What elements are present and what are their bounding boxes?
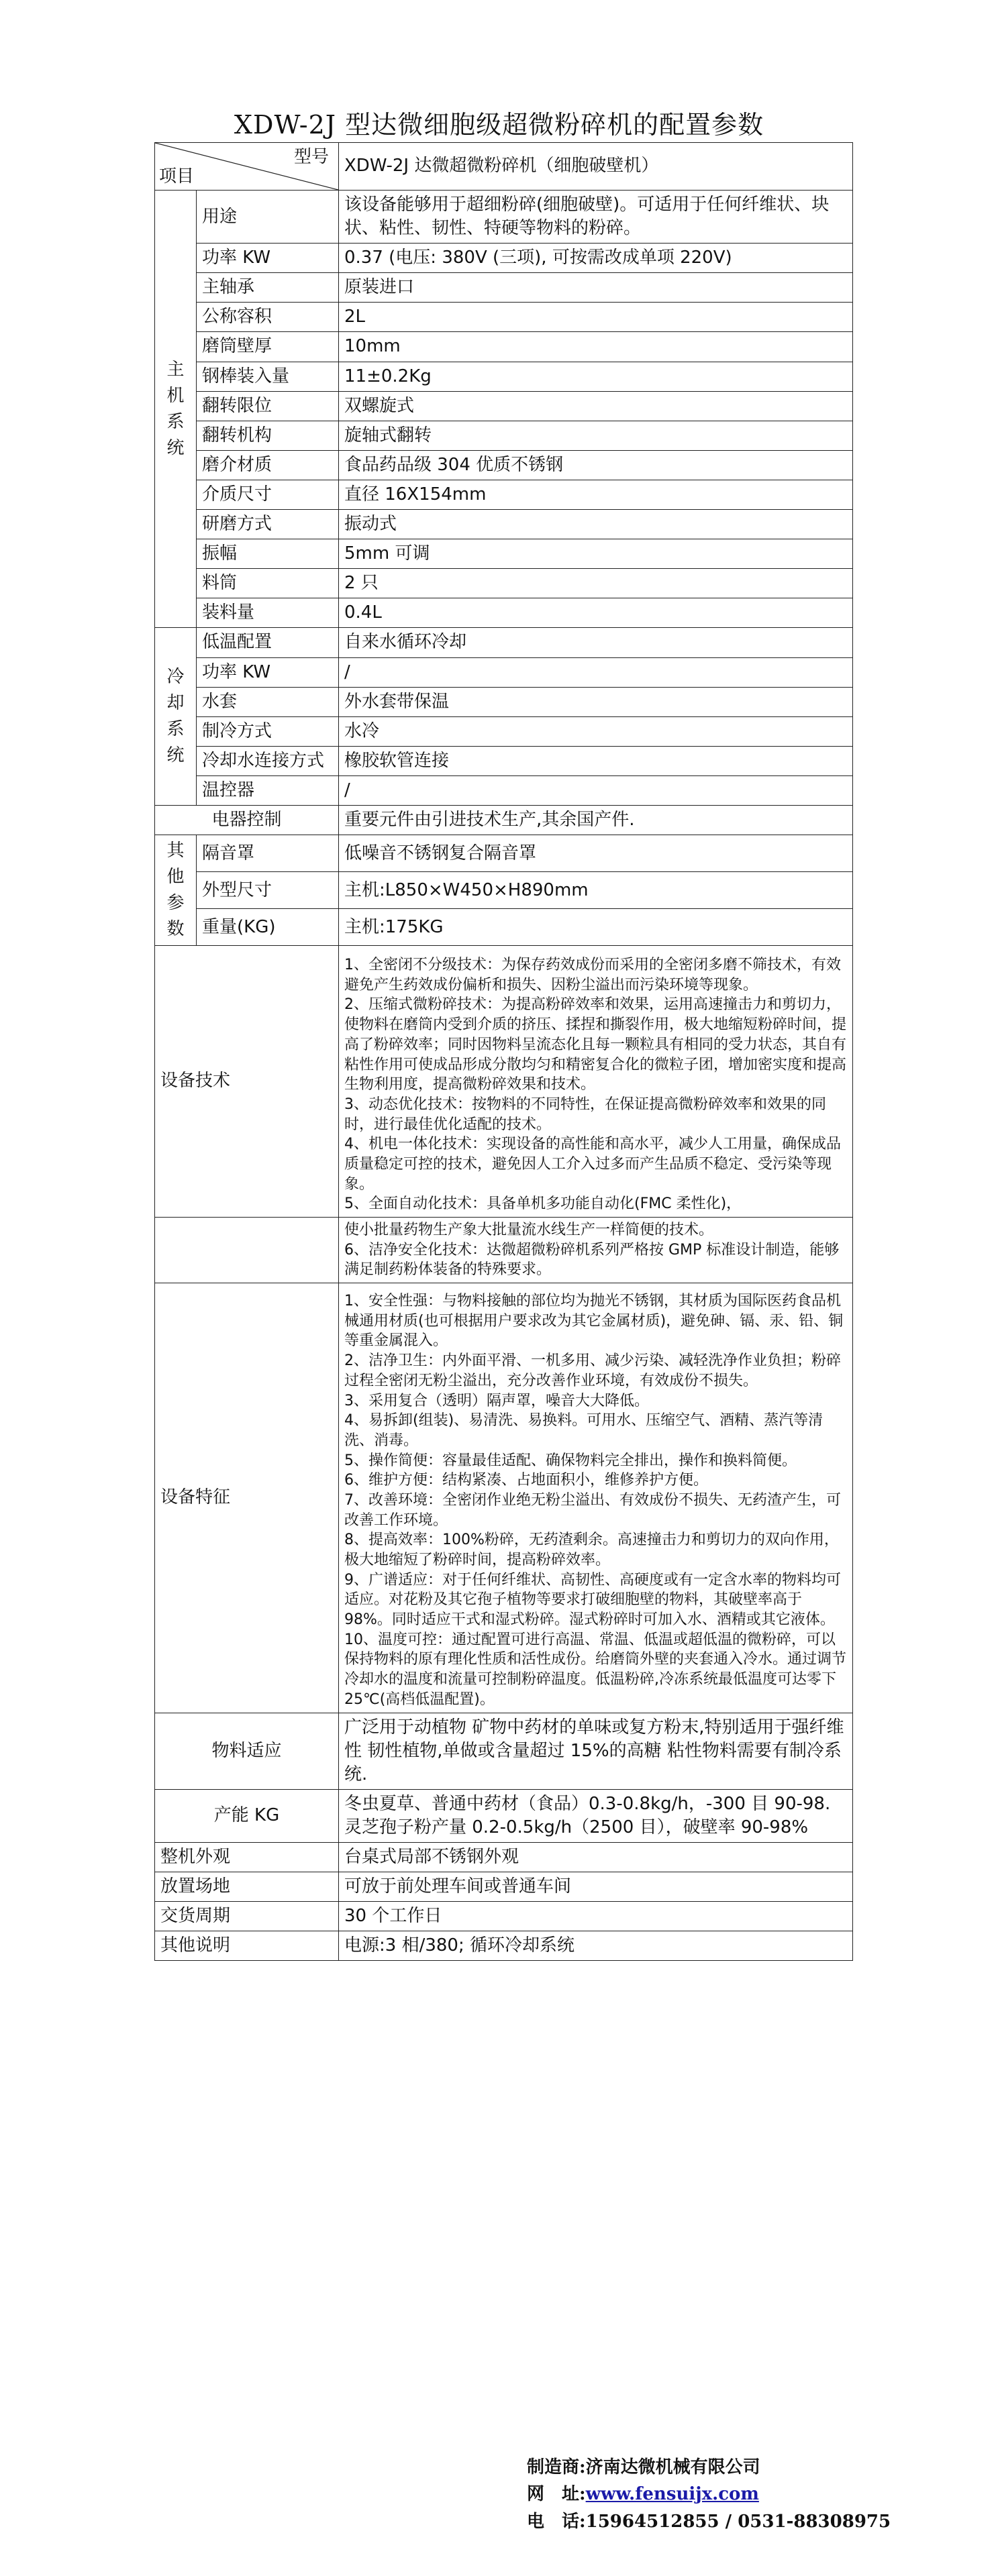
maker-line	[527, 2454, 891, 2481]
row-label: 翻转限位	[197, 391, 339, 421]
material-suitability-row	[155, 1713, 853, 1789]
main-system-group-label	[166, 357, 186, 462]
row-value: 该设备能够用于超细粉碎(细胞破壁)。可适用于任何纤维状、块状、粘性、韧性、特硬等物料的粉碎。	[339, 191, 853, 244]
table-row	[155, 303, 853, 332]
group-char: 系	[166, 719, 185, 740]
table-row	[155, 1872, 853, 1902]
equipment-tech-continued-text	[339, 1218, 853, 1283]
row-value: 自来水循环冷却	[339, 628, 853, 657]
group-char: 他	[166, 867, 185, 888]
row-value: 2 只	[339, 569, 853, 598]
table-row	[155, 657, 853, 687]
other-params-group	[155, 835, 197, 946]
row-value: /	[339, 775, 853, 805]
phone-label: 电 话:	[527, 2511, 586, 2532]
row-label: 磨筒壁厚	[197, 332, 339, 362]
site-label: 网 址:	[527, 2484, 586, 2505]
table-row	[155, 332, 853, 362]
table-row	[155, 391, 853, 421]
row-value: 旋轴式翻转	[339, 421, 853, 450]
row-value: 台桌式局部不锈钢外观	[339, 1842, 853, 1872]
table-row	[155, 362, 853, 391]
equipment-tech-label-text: 设备技术	[160, 1071, 231, 1091]
capacity-row	[155, 1789, 853, 1842]
row-value: 外水套带保温	[339, 687, 853, 716]
paragraph: 7、改善环境：全密闭作业绝无粉尘溢出、有效成份不损失、无药渣产生，可改善工作环境。	[344, 1491, 841, 1529]
paragraph: 1、全密闭不分级技术：为保存药效成份而采用的全密闭多磨不筛技术，有效避免产生药效成份偏析和损失、因粉尘溢出而污染环境等现象。	[344, 957, 841, 994]
row-label: 振幅	[197, 539, 339, 569]
table-row	[155, 421, 853, 450]
material-suitability-value: 广泛用于动植物 矿物中药材的单味或复方粉末,特别适用于强纤维性 韧性植物,单做或含量超过 15%的高糖 粘性物料需要有制冷系统.	[339, 1713, 853, 1789]
table-row	[155, 273, 853, 303]
cooling-system-group	[155, 628, 197, 806]
equipment-tech-text	[339, 946, 853, 1218]
equipment-features-label-text: 设备特征	[160, 1487, 231, 1508]
paragraph: 8、提高效率：100%粉碎，无药渣剩余。高速撞击力和剪切力的双向作用，极大地缩短了粉碎时间，提高粉碎效率。	[344, 1532, 839, 1568]
row-label: 钢棒装入量	[197, 362, 339, 391]
material-suitability-label: 物料适应	[155, 1713, 339, 1789]
main-system-group	[155, 191, 197, 628]
paragraph: 9、广谱适应：对于任何纤维状、高韧性、高硬度或有一定含水率的物料均可适应。对花粉及其它孢子植物等要求打破细胞壁的物料，其破壁率高于 98%。同时适应干式和湿式粉碎。湿式粉碎时可加入水、酒精或其它液体。	[344, 1571, 841, 1629]
row-label: 装料量	[197, 598, 339, 628]
row-label: 用途	[197, 191, 339, 244]
table-row	[155, 450, 853, 480]
row-value: /	[339, 657, 853, 687]
paragraph: 2、压缩式微粉碎技术：为提高粉碎效率和效果，运用高速撞击力和剪切力，使物料在磨筒内受到介质的挤压、揉捏和撕裂作用，极大地缩短粉碎时间，提高了粉碎效率；同时因物料呈流态化且每一颗粒具有相同的受力状态，其自有粘性作用可使成品形成分散均匀和精密复合化的微粒子团，增加密实度和提高生物利用度，提高微粉碎效果和技术。	[344, 996, 847, 1093]
row-value: 水冷	[339, 716, 853, 746]
row-label: 外型尺寸	[197, 872, 339, 909]
row-label: 介质尺寸	[197, 480, 339, 509]
group-char: 统	[166, 745, 185, 766]
group-char: 却	[166, 693, 185, 714]
equipment-tech-continued-label	[155, 1218, 339, 1283]
row-label: 功率 KW	[197, 244, 339, 273]
cooling-system-group-label	[166, 664, 186, 769]
item-header-label: 项目	[159, 166, 195, 186]
table-row	[155, 628, 853, 657]
phone-line	[527, 2508, 891, 2535]
electric-control-row	[155, 805, 853, 835]
row-value: 低噪音不锈钢复合隔音罩	[339, 835, 853, 872]
paragraph: 5、全面自动化技术：具备单机多功能自动化(FMC 柔性化)，	[344, 1195, 742, 1213]
row-label: 冷却水连接方式	[197, 746, 339, 775]
row-label: 温控器	[197, 775, 339, 805]
equipment-tech-label	[155, 946, 339, 1218]
paragraph: 使小批量药物生产象大批量流水线生产一样简便的技术。	[344, 1222, 714, 1238]
site-line	[527, 2481, 891, 2508]
row-label: 交货周期	[155, 1902, 339, 1931]
row-value: 2L	[339, 303, 853, 332]
row-value: 直径 16X154mm	[339, 480, 853, 509]
paragraph: 5、操作简便：容量最佳适配、确保物料完全排出，操作和换料简便。	[344, 1452, 797, 1469]
row-label: 公称容积	[197, 303, 339, 332]
table-row	[155, 539, 853, 569]
group-char: 参	[166, 893, 185, 914]
equipment-features-row	[155, 1283, 853, 1713]
header-row	[155, 143, 853, 191]
table-row	[155, 480, 853, 509]
model-value: XDW-2J 达微超微粉碎机（细胞破壁机）	[339, 143, 853, 191]
group-char: 系	[166, 411, 185, 432]
table-row	[155, 716, 853, 746]
row-value: 原装进口	[339, 273, 853, 303]
row-value: 可放于前处理车间或普通车间	[339, 1872, 853, 1902]
table-row	[155, 1902, 853, 1931]
table-row	[155, 244, 853, 273]
paragraph: 3、采用复合（透明）隔声罩，噪音大大降低。	[344, 1392, 649, 1409]
row-label: 主轴承	[197, 273, 339, 303]
row-label: 料筒	[197, 569, 339, 598]
row-value: 主机:175KG	[339, 909, 853, 946]
group-char: 冷	[166, 667, 185, 688]
row-value: 0.37 (电压: 380V (三项), 可按需改成单项 220V)	[339, 244, 853, 273]
row-label: 低温配置	[197, 628, 339, 657]
paragraph: 1、安全性强：与物料接触的部位均为抛光不锈钢，其材质为国际医药食品机械通用材质(也可根据用户要求改为其它金属材质)，避免砷、镉、汞、铅、铜等重金属混入。	[344, 1293, 844, 1350]
row-label: 磨介材质	[197, 450, 339, 480]
equipment-features-text	[339, 1283, 853, 1713]
maker-label: 制造商:	[527, 2457, 586, 2477]
phone-number: 15964512855 / 0531-88308975	[585, 2511, 891, 2532]
row-label: 翻转机构	[197, 421, 339, 450]
row-label: 功率 KW	[197, 657, 339, 687]
row-value: 振动式	[339, 510, 853, 539]
row-label: 放置场地	[155, 1872, 339, 1902]
paragraph: 10、温度可控：通过配置可进行高温、常温、低温或超低温的微粉碎，可以保持物料的原有理化性质和活性成份。给磨筒外壁的夹套通入冷水。通过调节冷却水的温度和流量可控制粉碎温度。低温粉碎,冷冻系统最低温度可达零下 25℃(高档低温配置)。	[344, 1631, 847, 1708]
group-char: 数	[166, 919, 185, 940]
table-row	[155, 746, 853, 775]
row-value: 橡胶软管连接	[339, 746, 853, 775]
row-value: 食品药品级 304 优质不锈钢	[339, 450, 853, 480]
spec-table-body	[155, 143, 853, 1961]
table-row	[155, 775, 853, 805]
document-title: XDW-2J 型达微细胞级超微粉碎机的配置参数	[234, 110, 764, 140]
row-label: 隔音罩	[197, 835, 339, 872]
equipment-tech-row	[155, 946, 853, 1218]
paragraph: 4、易拆卸(组装)、易清洗、易换料。可用水、压缩空气、酒精、蒸汽等清洗、消毒。	[344, 1412, 824, 1449]
table-row	[155, 835, 853, 872]
paragraph: 2、洁净卫生：内外面平滑、一机多用、减少污染、减轻洗净作业负担；粉碎过程全密闭无粉尘溢出，充分改善作业环境，有效成份不损失。	[344, 1352, 841, 1389]
electric-control-value: 重要元件由引进技术生产,其余国产件.	[339, 805, 853, 835]
equipment-tech-continued-row	[155, 1218, 853, 1283]
row-label: 研磨方式	[197, 510, 339, 539]
manufacturer-info	[527, 2454, 891, 2535]
equipment-features-label	[155, 1283, 339, 1713]
diagonal-header-cell	[155, 143, 339, 191]
row-label: 水套	[197, 687, 339, 716]
row-label: 制冷方式	[197, 716, 339, 746]
spec-table	[154, 142, 853, 1961]
table-row	[155, 909, 853, 946]
table-row	[155, 510, 853, 539]
other-params-group-label	[166, 838, 186, 943]
row-value: 11±0.2Kg	[339, 362, 853, 391]
row-label: 重量(KG)	[197, 909, 339, 946]
paragraph: 4、机电一体化技术：实现设备的高性能和高水平，减少人工用量，确保成品质量稳定可控的技术，避免因人工介入过多而产生品质不稳定、受污染等现象。	[344, 1136, 841, 1193]
row-value: 主机:L850×W450×H890mm	[339, 872, 853, 909]
table-row	[155, 872, 853, 909]
website-link[interactable]: www.fensuijx.com	[585, 2484, 759, 2505]
capacity-label: 产能 KG	[155, 1789, 339, 1842]
paragraph: 6、洁净安全化技术：达微超微粉碎机系列严格按 GMP 标准设计制造，能够满足制药粉体装备的特殊要求。	[344, 1241, 840, 1279]
table-row	[155, 1842, 853, 1872]
table-row	[155, 1931, 853, 1961]
paragraph: 3、动态优化技术：按物料的不同特性，在保证提高微粉碎效率和效果的同时，进行最佳优化适配的技术。	[344, 1095, 826, 1133]
table-row	[155, 687, 853, 716]
group-char: 统	[166, 437, 185, 458]
group-char: 主	[166, 359, 185, 380]
group-char: 其	[166, 841, 185, 861]
table-row	[155, 569, 853, 598]
row-label: 整机外观	[155, 1842, 339, 1872]
row-value: 双螺旋式	[339, 391, 853, 421]
paragraph: 6、维护方便：结构紧凑、占地面积小，维修养护方便。	[344, 1472, 708, 1489]
electric-control-label: 电器控制	[155, 805, 339, 835]
table-row	[155, 598, 853, 628]
row-label: 其他说明	[155, 1931, 339, 1961]
maker-name: 济南达微机械有限公司	[585, 2457, 760, 2477]
capacity-value: 冬虫夏草、普通中药材（食品）0.3-0.8kg/h，-300 目 90-98.灵芝孢子粉产量 0.2-0.5kg/h（2500 目），破壁率 90-98%	[339, 1789, 853, 1842]
table-row	[155, 191, 853, 244]
row-value: 电源:3 相/380; 循环冷却系统	[339, 1931, 853, 1961]
row-value: 30 个工作日	[339, 1902, 853, 1931]
group-char: 机	[166, 385, 185, 406]
row-value: 0.4L	[339, 598, 853, 628]
model-header-label: 型号	[293, 147, 329, 167]
row-value: 10mm	[339, 332, 853, 362]
row-value: 5mm 可调	[339, 539, 853, 569]
